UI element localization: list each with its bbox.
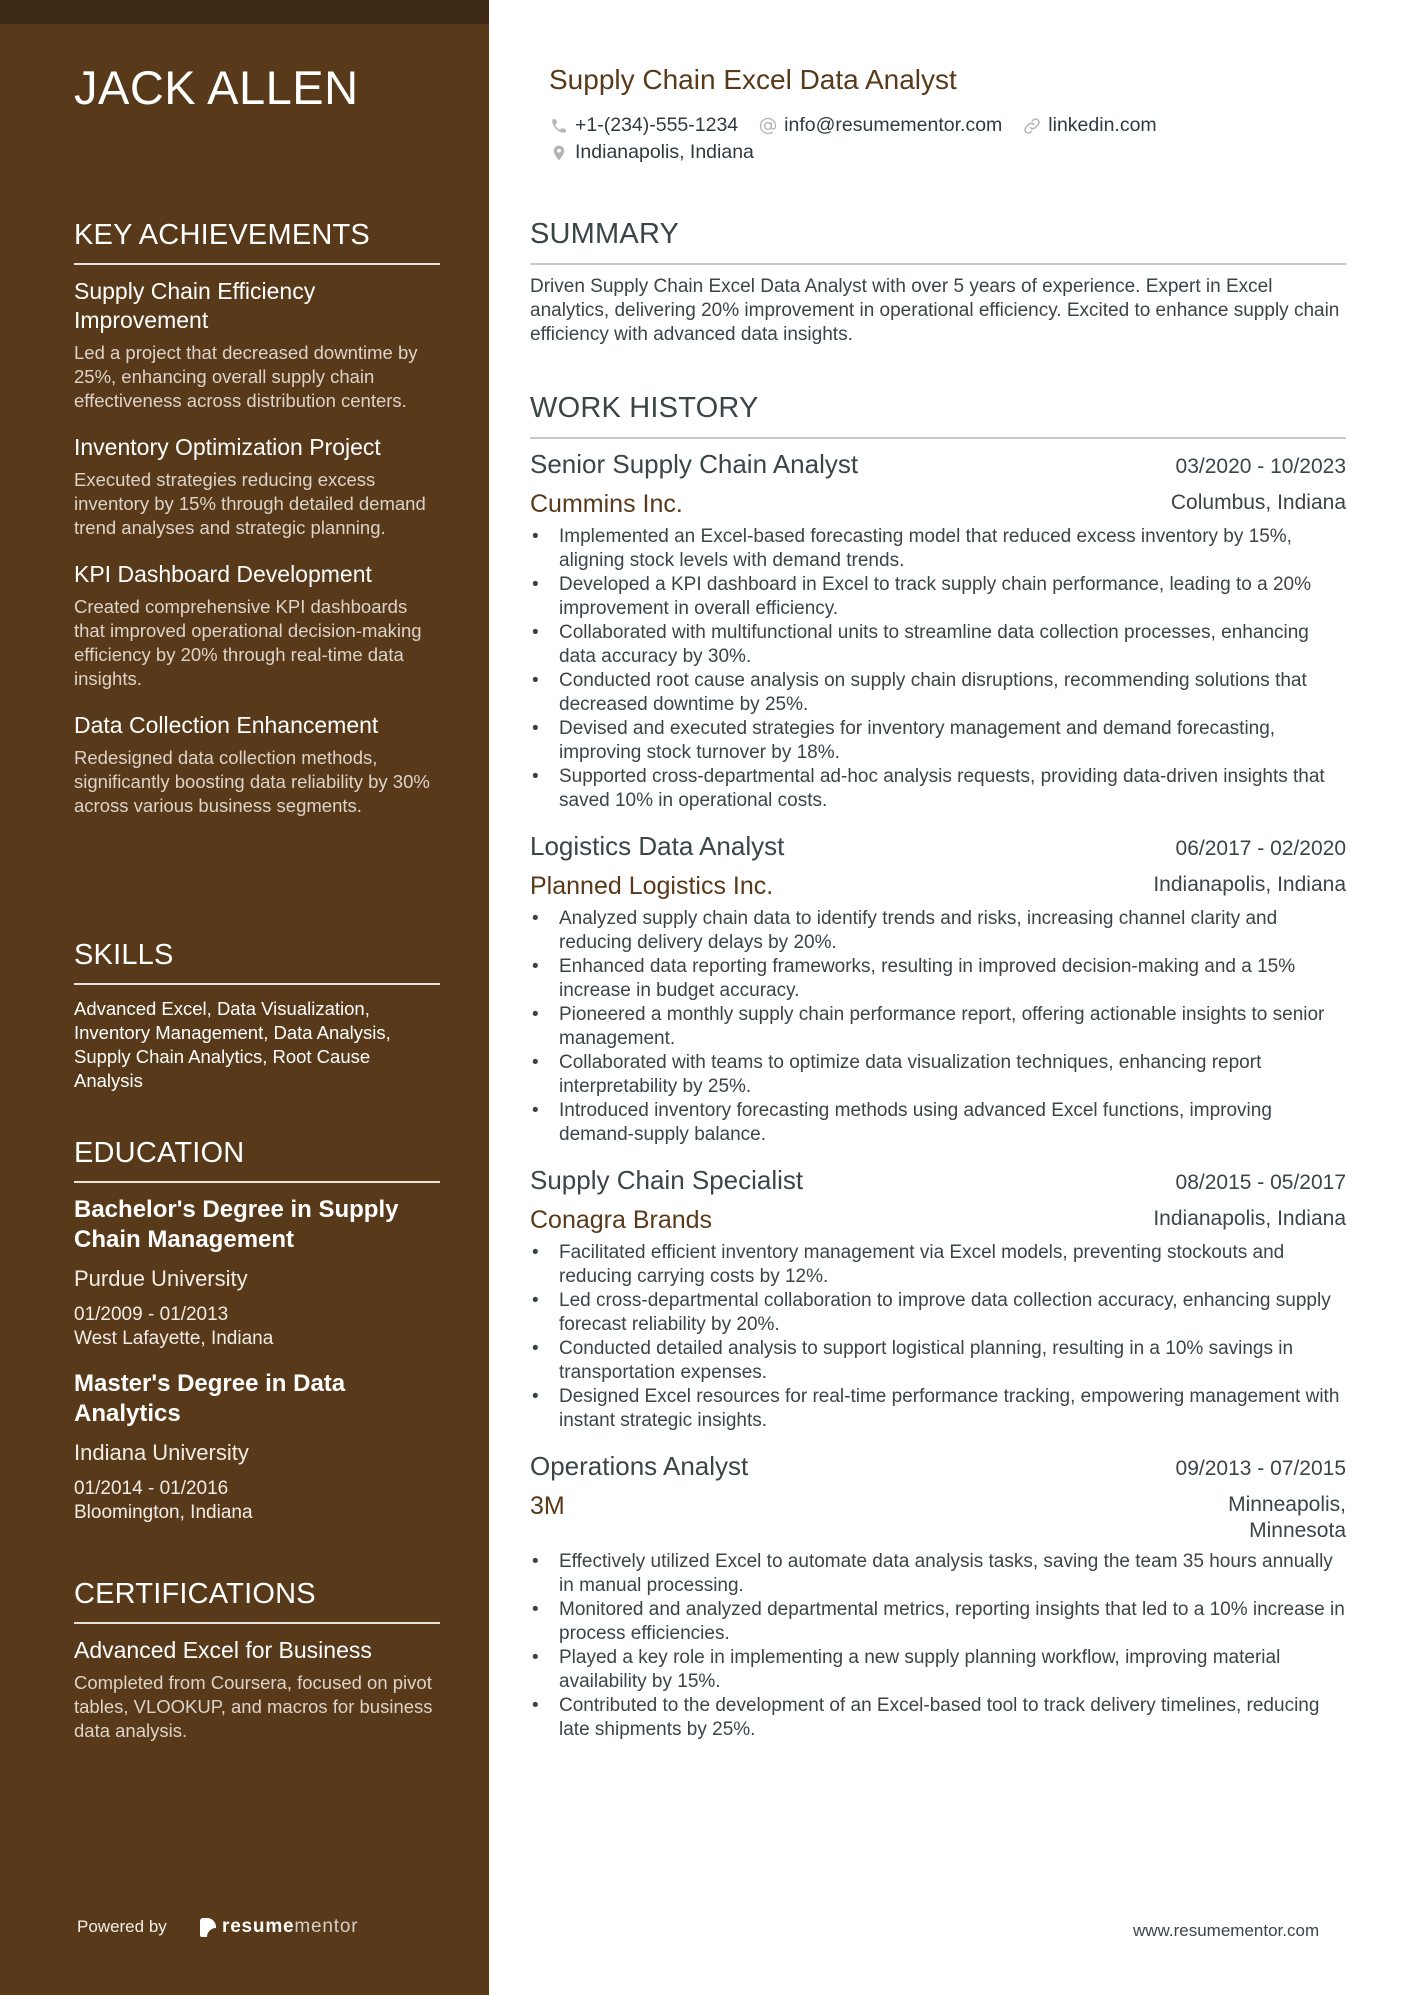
job-role: Logistics Data Analyst [530, 831, 785, 861]
certification-item [74, 1636, 440, 1743]
headline-job-title: Supply Chain Excel Data Analyst [549, 64, 957, 95]
section-title-key-achievements: KEY ACHIEVEMENTS [74, 219, 370, 251]
job-entry [530, 831, 1346, 1147]
job-role: Senior Supply Chain Analyst [530, 449, 859, 479]
achievement-item [74, 560, 440, 691]
job-bullet: • Contributed to the development of an Excel-based tool to track delivery timelines, reducing late shipments by 25%. [530, 1694, 1346, 1742]
email-address: info@resumementor.com [784, 114, 1003, 136]
location-pin-icon [549, 143, 569, 163]
job-bullet: • Designed Excel resources for real-time performance tracking, empowering management with instant strategic insights. [530, 1385, 1346, 1433]
certification-title: Advanced Excel for Business [74, 1637, 372, 1663]
powered-by-label: Powered by [77, 1917, 167, 1936]
contact-location [549, 139, 754, 166]
job-bullet: • Analyzed supply chain data to identify trends and risks, increasing channel clarity and reducing delivery delays by 20%. [530, 907, 1346, 955]
location-text: Indianapolis, Indiana [575, 141, 754, 163]
work-history-section [530, 392, 1346, 1760]
achievement-item [74, 711, 440, 818]
job-location: Columbus, Indiana [1170, 491, 1346, 514]
education-location: Bloomington, Indiana [74, 1502, 253, 1523]
job-location: Indianapolis, Indiana [1153, 1207, 1346, 1230]
job-bullets [530, 1241, 1346, 1433]
resumementor-logo[interactable] [200, 1916, 358, 1938]
job-role: Operations Analyst [530, 1451, 749, 1481]
education-section [74, 1137, 440, 1543]
skills-section [74, 939, 440, 1093]
job-location: Indianapolis, Indiana [1153, 873, 1346, 896]
job-dates: 08/2015 - 05/2017 [1175, 1171, 1346, 1194]
achievement-title: Data Collection Enhancement [74, 712, 379, 738]
achievement-title: Inventory Optimization Project [74, 434, 381, 460]
job-bullet: • Developed a KPI dashboard in Excel to track supply chain performance, leading to a 20% improvement in overall efficiency. [530, 573, 1346, 621]
education-degree: Master's Degree in Data Analytics [74, 1370, 346, 1427]
achievement-item [74, 433, 440, 540]
education-location: West Lafayette, Indiana [74, 1328, 274, 1349]
job-bullet: • Led cross-departmental collaboration to improve data collection accuracy, enhancing supply forecast reliability by 20%. [530, 1289, 1346, 1337]
education-item [74, 1369, 440, 1525]
education-dates: 01/2009 - 01/2013 [74, 1304, 229, 1325]
job-entry [530, 1165, 1346, 1433]
section-divider [74, 263, 440, 265]
job-bullet: • Conducted detailed analysis to support logistical planning, resulting in a 10% savings in transportation expenses. [530, 1337, 1346, 1385]
link-icon [1022, 116, 1042, 136]
achievement-description: Led a project that decreased downtime by 25%, enhancing overall supply chain effectiveness across distribution centers. [74, 342, 418, 411]
job-role: Supply Chain Specialist [530, 1165, 804, 1195]
job-bullet: • Collaborated with teams to optimize data visualization techniques, enhancing report interpretability by 25%. [530, 1051, 1346, 1099]
achievement-description: Created comprehensive KPI dashboards that improved operational decision-making efficiency by 20% through real-time data insights. [74, 596, 422, 689]
job-bullets [530, 525, 1346, 813]
summary-section [530, 218, 1346, 347]
contact-email[interactable] [758, 112, 1002, 139]
resumementor-logo-icon [200, 1918, 216, 1937]
key-achievements-section [74, 219, 440, 838]
section-divider [74, 983, 440, 985]
job-company: 3M [530, 1492, 565, 1520]
phone-number: +1-(234)-555-1234 [575, 114, 739, 136]
sidebar-top-bar [0, 0, 489, 24]
job-bullet: • Implemented an Excel-based forecasting model that reduced excess inventory by 15%, aligning stock levels with demand trends. [530, 525, 1346, 573]
job-bullets [530, 907, 1346, 1147]
resumementor-logo-text [222, 1916, 358, 1938]
achievement-title: Supply Chain Efficiency Improvement [74, 278, 316, 333]
at-icon [758, 116, 778, 136]
education-school: Purdue University [74, 1266, 248, 1291]
job-company: Cummins Inc. [530, 490, 683, 518]
job-entry [530, 1451, 1346, 1742]
candidate-name: JACK ALLEN [74, 61, 359, 114]
job-bullet: • Enhanced data reporting frameworks, resulting in improved decision-making and a 15% increase in budget accuracy. [530, 955, 1346, 1003]
section-title-skills: SKILLS [74, 939, 174, 971]
achievement-description: Redesigned data collection methods, significantly boosting data reliability by 30% across various business segments. [74, 747, 430, 816]
education-school: Indiana University [74, 1440, 249, 1465]
job-bullet: • Pioneered a monthly supply chain performance report, offering actionable insights to senior management. [530, 1003, 1346, 1051]
contact-phone[interactable] [549, 112, 738, 139]
education-item [74, 1195, 440, 1351]
job-entry [530, 449, 1346, 813]
job-bullet: • Introduced inventory forecasting methods using advanced Excel functions, improving demand-supply balance. [530, 1099, 1346, 1147]
sidebar [0, 0, 489, 1995]
job-company: Conagra Brands [530, 1206, 713, 1234]
job-dates: 09/2013 - 07/2015 [1175, 1457, 1346, 1480]
job-bullet: • Conducted root cause analysis on supply chain disruptions, recommending solutions that decreased downtime by 25%. [530, 669, 1346, 717]
summary-text: Driven Supply Chain Excel Data Analyst with over 5 years of experience. Expert in Excel analytics, delivering 20% improvement in operational efficiency. Excited to enhance supply chain efficiency with advanced data insights. [530, 276, 1340, 345]
education-degree: Bachelor's Degree in Supply Chain Management [74, 1196, 399, 1253]
job-bullets [530, 1550, 1346, 1742]
certification-description: Completed from Coursera, focused on pivot tables, VLOOKUP, and macros for business data analysis. [74, 1672, 433, 1741]
linkedin-link: linkedin.com [1048, 114, 1157, 136]
section-divider [530, 263, 1346, 265]
section-title-education: EDUCATION [74, 1137, 245, 1169]
job-bullet: • Played a key role in implementing a new supply planning workflow, improving material availability by 15%. [530, 1646, 1346, 1694]
job-bullet: • Effectively utilized Excel to automate data analysis tasks, saving the team 35 hours annually in manual processing. [530, 1550, 1346, 1598]
section-divider [74, 1181, 440, 1183]
job-dates: 06/2017 - 02/2020 [1175, 837, 1346, 860]
section-divider [74, 1622, 440, 1624]
job-company: Planned Logistics Inc. [530, 872, 774, 900]
logo-text-light: mentor [294, 1916, 359, 1937]
section-divider [530, 437, 1346, 439]
job-bullet: • Devised and executed strategies for inventory management and demand forecasting, improving stock turnover by 18%. [530, 717, 1346, 765]
job-dates: 03/2020 - 10/2023 [1175, 455, 1346, 478]
job-bullet: • Supported cross-departmental ad-hoc analysis requests, providing data-driven insights that saved 10% in operational costs. [530, 765, 1346, 813]
achievement-title: KPI Dashboard Development [74, 561, 372, 587]
job-bullet: • Facilitated efficient inventory management via Excel models, preventing stockouts and reducing carrying costs by 12%. [530, 1241, 1346, 1289]
achievement-item [74, 277, 440, 413]
job-bullet: • Monitored and analyzed departmental metrics, reporting insights that led to a 10% increase in process efficiencies. [530, 1598, 1346, 1646]
section-title-summary: SUMMARY [530, 218, 680, 250]
job-bullet: • Collaborated with multifunctional units to streamline data collection processes, enhancing data accuracy by 30%. [530, 621, 1346, 669]
website-link[interactable]: www.resumementor.com [1133, 1921, 1320, 1940]
certifications-section [74, 1578, 440, 1743]
achievement-description: Executed strategies reducing excess inventory by 15% through detailed demand trend analyses and strategic planning. [74, 469, 426, 538]
contact-linkedin[interactable] [1022, 112, 1156, 139]
education-dates: 01/2014 - 01/2016 [74, 1478, 229, 1499]
section-title-certifications: CERTIFICATIONS [74, 1578, 316, 1610]
contact-info [549, 112, 1346, 166]
job-location: Minneapolis, Minnesota [1228, 1493, 1346, 1542]
skills-list: Advanced Excel, Data Visualization, Inventory Management, Data Analysis, Supply Chain Analytics, Root Cause Analysis [74, 998, 391, 1091]
section-title-work-history: WORK HISTORY [530, 392, 759, 424]
logo-text-bold: resume [222, 1916, 295, 1937]
phone-icon [549, 116, 569, 136]
